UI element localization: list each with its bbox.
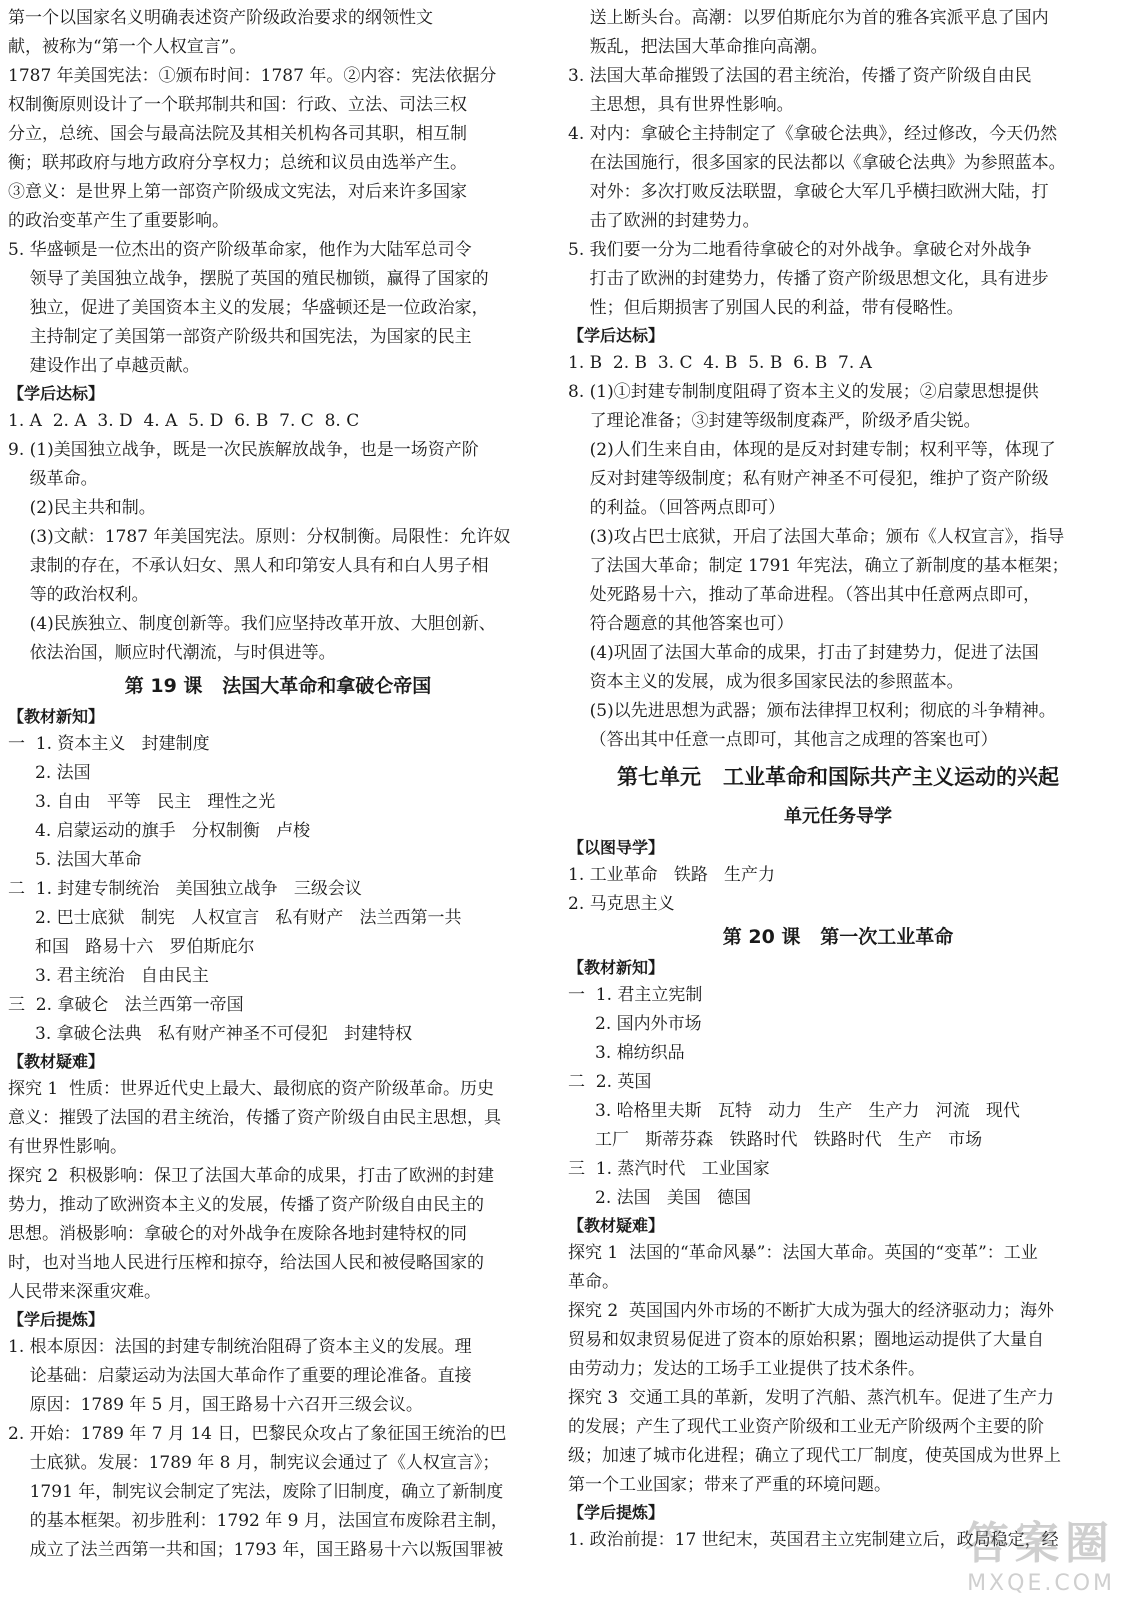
- text-line: (4)民族独立、制度创新等。我们应坚持改革开放、大胆创新、: [8, 614, 496, 634]
- text-line: 1. A 2. A 3. D 4. A 5. D 6. B 7. C 8. C: [8, 411, 360, 431]
- text-line: 权制衡原则设计了一个联邦制共和国：行政、立法、司法三权: [8, 95, 467, 115]
- text-line: 2. 国内外市场: [568, 1014, 702, 1034]
- text-line: 处死路易十六，推动了革命进程。（答出其中任意两点即可，: [568, 585, 1041, 605]
- text-line: (2)人们生来自由，体现的是反对封建专制；权利平等，体现了: [568, 440, 1056, 460]
- lesson-title: 第 19 课 法国大革命和拿破仑帝国: [124, 675, 432, 697]
- text-line: 探究 1 性质：世界近代史上最大、最彻底的资产阶级革命。历史: [8, 1079, 495, 1099]
- subsection-title: 单元任务导学: [784, 806, 892, 827]
- text-line: 打击了欧洲的封建势力，传播了资产阶级思想文化，具有进步: [568, 269, 1049, 289]
- text-line: 对外：多次打败反法联盟，拿破仑大军几乎横扫欧洲大陆，打: [568, 182, 1049, 202]
- text-line: 5. 我们要一分为二地看待拿破仑的对外战争。拿破仑对外战争: [568, 240, 1032, 260]
- text-line: 2. 马克思主义: [568, 894, 675, 914]
- text-line: 领导了美国独立战争，摆脱了英国的殖民枷锁，赢得了国家的: [8, 269, 489, 289]
- text-line: 二 1. 封建专制统治 美国独立战争 三级会议: [8, 879, 362, 899]
- text-line: 三 2. 拿破仑 法兰西第一帝国: [8, 995, 244, 1015]
- text-line: 了法国大革命；制定 1791 年宪法，确立了新制度的基本框架；: [568, 556, 1069, 576]
- text-line: 隶制的存在，不承认妇女、黑人和印第安人具有和白人男子相: [8, 556, 489, 576]
- text-line: 反对封建等级制度；私有财产神圣不可侵犯，维护了资产阶级: [568, 469, 1049, 489]
- text-line: 时，也对当地人民进行压榨和掠夺，给法国人民和被侵略国家的: [8, 1253, 484, 1273]
- text-line: (3)攻占巴士底狱，开启了法国大革命；颁布《人权宣言》，指导: [568, 527, 1065, 547]
- text-line: 衡；联邦政府与地方政府分享权力；总统和议员由选举产生。: [8, 153, 467, 173]
- text-line: 3. 拿破仑法典 私有财产神圣不可侵犯 封建特权: [8, 1024, 413, 1044]
- text-line: 一 1. 君主立宪制: [568, 985, 703, 1005]
- text-line: 第一个以国家名义明确表述资产阶级政治要求的纲领性文: [8, 8, 433, 28]
- text-line: 级革命。: [8, 469, 98, 489]
- text-line: 2. 法国 美国 德国: [568, 1188, 752, 1208]
- text-line: 分立，总统、国会与最高法院及其相关机构各司其职，相互制: [8, 124, 467, 144]
- right-column: [568, 4, 1108, 1555]
- text-line: 4. 对内：拿破仑主持制定了《拿破仑法典》，经过修改，今天仍然: [568, 124, 1058, 144]
- text-line: 成立了法兰西第一共和国；1793 年，国王路易十六以叛国罪被: [8, 1540, 504, 1560]
- text-line: 主思想，具有世界性影响。: [568, 95, 794, 115]
- text-line: 3. 哈格里夫斯 瓦特 动力 生产 生产力 河流 现代: [568, 1101, 1020, 1121]
- text-line: 击了欧洲的封建势力。: [568, 211, 760, 231]
- text-line: 1. 根本原因：法国的封建专制统治阻碍了资本主义的发展。理: [8, 1337, 472, 1357]
- text-line: 第一个工业国家；带来了严重的环境问题。: [568, 1475, 891, 1495]
- text-line: 2. 巴士底狱 制宪 人权宣言 私有财产 法兰西第一共: [8, 908, 462, 928]
- text-line: 的政治变革产生了重要影响。: [8, 211, 229, 231]
- section-heading: 【学后达标】: [8, 384, 105, 403]
- text-line: 3. 君主统治 自由民主: [8, 966, 209, 986]
- text-line: 思想。消极影响：拿破仑的对外战争在废除各地封建特权的同: [8, 1224, 467, 1244]
- left-column: [8, 4, 548, 1565]
- text-line: 资本主义的发展，成为很多国家民法的参照蓝本。: [568, 672, 964, 692]
- text-line: 由劳动力；发达的工场手工业提供了技术条件。: [568, 1359, 925, 1379]
- text-line: 5. 华盛顿是一位杰出的资产阶级革命家，他作为大陆军总司令: [8, 240, 472, 260]
- text-line: 的基本框架。初步胜利：1792 年 9 月，法国宣布废除君主制，: [8, 1511, 508, 1531]
- section-heading: 【学后提炼】: [568, 1503, 665, 1522]
- text-line: ③意义：是世界上第一部资产阶级成文宪法，对后来许多国家: [8, 182, 467, 202]
- text-line: 3. 自由 平等 民主 理性之光: [8, 792, 276, 812]
- section-heading: 【教材新知】: [568, 958, 665, 977]
- text-line: (3)文献：1787 年美国宪法。原则：分权制衡。局限性：允许奴: [8, 527, 511, 547]
- unit-title: 第七单元 工业革命和国际共产主义运动的兴起: [617, 765, 1059, 789]
- text-line: 3. 棉纺织品: [568, 1043, 685, 1063]
- text-line: 送上断头台。高潮：以罗伯斯庇尔为首的雅各宾派平息了国内: [568, 8, 1049, 28]
- text-line: 3. 法国大革命摧毁了法国的君主统治，传播了资产阶级自由民: [568, 66, 1032, 86]
- text-line: 依法治国，顺应时代潮流，与时俱进等。: [8, 643, 336, 663]
- text-line: 1. 工业革命 铁路 生产力: [568, 865, 776, 885]
- text-line: 性；但后期损害了别国人民的利益，带有侵略性。: [568, 298, 964, 318]
- text-line: 探究 2 积极影响：保卫了法国大革命的成果，打击了欧洲的封建: [8, 1166, 495, 1186]
- text-line: 级；加速了城市化进程；确立了现代工厂制度，使英国成为世界上: [568, 1446, 1061, 1466]
- text-line: 4. 启蒙运动的旗手 分权制衡 卢梭: [8, 821, 311, 841]
- section-heading: 【学后提炼】: [8, 1310, 105, 1329]
- text-line: 在法国施行，很多国家的民法都以《拿破仑法典》为参照蓝本。: [568, 153, 1066, 173]
- text-line: 的利益。（回答两点即可）: [568, 498, 786, 518]
- text-line: 建设作出了卓越贡献。: [8, 356, 200, 376]
- section-heading: 【以图导学】: [568, 838, 665, 857]
- text-line: 符合题意的其他答案也可）: [568, 614, 794, 634]
- text-line: 人民带来深重灾难。: [8, 1282, 161, 1302]
- section-heading: 【教材疑难】: [568, 1216, 665, 1235]
- text-line: 贸易和奴隶贸易促进了资本的原始积累；圈地运动提供了大量自: [568, 1330, 1044, 1350]
- text-line: 9. (1)美国独立战争，既是一次民族解放战争，也是一场资产阶: [8, 440, 479, 460]
- section-heading: 【学后达标】: [568, 326, 665, 345]
- text-line: 2. 开始：1789 年 7 月 14 日，巴黎民众攻占了象征国王统治的巴: [8, 1424, 507, 1444]
- text-line: 了理论准备；③封建等级制度森严，阶级矛盾尖锐。: [568, 411, 981, 431]
- section-heading: 【教材疑难】: [8, 1052, 105, 1071]
- text-line: 的发展；产生了现代工业资产阶级和工业无产阶级两个主要的阶: [568, 1417, 1044, 1437]
- section-heading: 【教材新知】: [8, 707, 105, 726]
- text-line: 叛乱，把法国大革命推向高潮。: [568, 37, 828, 57]
- text-line: 三 1. 蒸汽时代 工业国家: [568, 1159, 770, 1179]
- text-line: 献，被称为“第一个人权宣言”。: [8, 37, 247, 57]
- text-line: 探究 2 英国国内外市场的不断扩大成为强大的经济驱动力；海外: [568, 1301, 1055, 1321]
- text-line: 8. (1)①封建专制制度阻碍了资本主义的发展；②启蒙思想提供: [568, 382, 1039, 402]
- text-line: 主持制定了美国第一部资产阶级共和国宪法，为国家的民主: [8, 327, 472, 347]
- text-line: 探究 1 法国的“革命风暴”：法国大革命。英国的“变革”：工业: [568, 1243, 1038, 1263]
- text-line: 原因：1789 年 5 月，国王路易十六召开三级会议。: [8, 1395, 423, 1415]
- text-line: 等的政治权利。: [8, 585, 149, 605]
- text-line: 独立，促进了美国资本主义的发展；华盛顿还是一位政治家，: [8, 298, 489, 318]
- text-line: 士底狱。发展：1789 年 8 月，制宪议会通过了《人权宣言》；: [8, 1453, 500, 1473]
- text-line: 5. 法国大革命: [8, 850, 142, 870]
- text-line: 工厂 斯蒂芬森 铁路时代 铁路时代 生产 市场: [568, 1130, 983, 1150]
- text-line: (2)民主共和制。: [8, 498, 156, 518]
- text-line: 论基础：启蒙运动为法国大革命作了重要的理论准备。直接: [8, 1366, 472, 1386]
- text-line: 1. B 2. B 3. C 4. B 5. B 6. B 7. A: [568, 353, 872, 373]
- text-line: 1787 年美国宪法：①颁布时间：1787 年。②内容：宪法依据分: [8, 66, 497, 86]
- text-line: 探究 3 交通工具的革新，发明了汽船、蒸汽机车。促进了生产力: [568, 1388, 1055, 1408]
- text-line: 二 2. 英国: [568, 1072, 652, 1092]
- text-line: (5)以先进思想为武器；颁布法律捍卫权利；彻底的斗争精神。: [568, 701, 1056, 721]
- text-line: 和国 路易十六 罗伯斯庇尔: [8, 937, 255, 957]
- text-line: 1791 年，制宪议会制定了宪法，废除了旧制度，确立了新制度: [8, 1482, 504, 1502]
- text-line: 一 1. 资本主义 封建制度: [8, 734, 210, 754]
- text-line: 1. 政治前提：17 世纪末，英国君主立宪制建立后，政局稳定，经: [568, 1530, 1059, 1550]
- text-line: （答出其中任意一点即可，其他言之成理的答案也可）: [568, 730, 998, 750]
- text-line: 2. 法国: [8, 763, 91, 783]
- text-line: 有世界性影响。: [8, 1137, 127, 1157]
- watermark-url: MXQE.COM: [967, 1571, 1115, 1596]
- watermark: [965, 1507, 1115, 1596]
- text-line: 意义：摧毁了法国的君主统治，传播了资产阶级自由民主思想，具: [8, 1108, 501, 1128]
- text-line: 势力，推动了欧洲资本主义的发展，传播了资产阶级自由民主的: [8, 1195, 484, 1215]
- lesson-title: 第 20 课 第一次工业革命: [722, 926, 954, 948]
- text-line: 革命。: [568, 1272, 619, 1292]
- text-line: (4)巩固了法国大革命的成果，打击了封建势力，促进了法国: [568, 643, 1039, 663]
- watermark-logo: 答案圈: [965, 1518, 1115, 1569]
